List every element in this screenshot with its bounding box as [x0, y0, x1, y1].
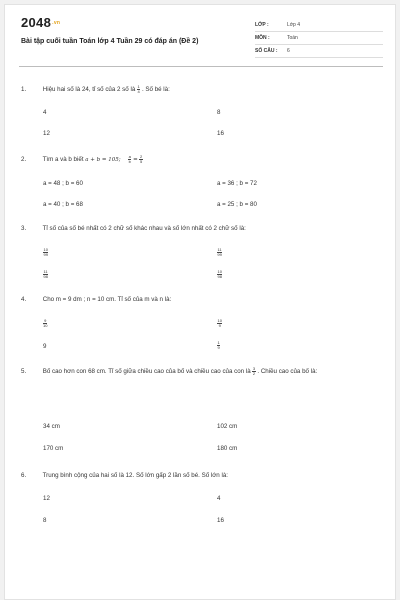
option-b[interactable]: a = 36 ; b = 72: [217, 180, 257, 187]
fraction-numerator: 9: [44, 318, 47, 323]
fraction-denominator: 2: [252, 371, 256, 376]
question-number: 2.: [21, 156, 27, 164]
option-d[interactable]: [217, 270, 222, 279]
meta-row-class: [255, 19, 383, 32]
page-title: Bài tập cuối tuần Toán lớp 4 Tuần 29 có đáp án (Đề 2): [21, 38, 199, 45]
question-number: 6.: [21, 472, 27, 479]
question-fraction-2: [139, 155, 142, 164]
option-fraction: [217, 319, 222, 328]
option-b[interactable]: 8: [217, 109, 221, 116]
fraction-numerator: 3: [252, 366, 256, 371]
worksheet-page: [4, 4, 396, 600]
fraction-denominator: 99: [217, 252, 222, 257]
question-text: [21, 155, 381, 165]
fraction-denominator: 4: [137, 89, 140, 94]
question-text: [21, 367, 381, 376]
meta-value-count: 6: [287, 48, 290, 54]
fraction-numerator: 10: [217, 318, 222, 323]
fraction-denominator: 5: [139, 159, 143, 164]
option-d[interactable]: 16: [217, 130, 224, 137]
header-divider: [19, 66, 383, 67]
question-text-before: Tìm a và b biết: [42, 156, 84, 164]
meta-info-table: [255, 19, 383, 58]
meta-label-count: SỐ CÂU :: [255, 48, 278, 54]
page-header: [5, 5, 395, 67]
question-fraction: [128, 155, 131, 164]
fraction-numerator: 1: [217, 340, 220, 345]
question-text-before: Bố cao hơn con 68 cm. Tỉ số giữa chiều cao của bố và chiều cao của con là: [42, 368, 251, 376]
fraction-numerator: 10: [43, 247, 48, 252]
option-a[interactable]: [43, 319, 47, 328]
question-number: 1.: [21, 86, 27, 94]
option-fraction: [43, 248, 48, 257]
question-body: Cho m = 9 dm ; n = 10 cm. Tỉ số của m và n là:: [42, 296, 172, 303]
meta-value-subject: Toán: [287, 35, 298, 41]
option-b[interactable]: [217, 319, 222, 328]
fraction-numerator: 11: [43, 269, 48, 274]
question-fraction: [137, 85, 140, 94]
option-a[interactable]: [43, 248, 48, 257]
question-text-after: . Số bé là:: [141, 86, 170, 94]
option-c[interactable]: 170 cm: [43, 445, 64, 452]
question-fraction: [252, 367, 255, 376]
option-b[interactable]: [217, 248, 222, 257]
option-fraction: [217, 248, 222, 257]
question-body: Tỉ số của số bé nhất có 2 chữ số khác nhau và số lớn nhất có 2 chữ số là:: [42, 225, 246, 232]
fraction-denominator: 98: [43, 274, 48, 279]
option-a[interactable]: a = 48 ; b = 60: [43, 180, 83, 187]
fraction-denominator: 9: [217, 345, 220, 350]
fraction-numerator: a: [128, 154, 131, 159]
option-c[interactable]: a = 40 ; b = 68: [43, 201, 83, 208]
fraction-numerator: 1: [137, 84, 140, 89]
fraction-numerator: 10: [217, 269, 222, 274]
question-text: [21, 85, 381, 94]
logo-suffix: .vn: [52, 20, 61, 26]
question-text-before: Hiệu hai số là 24, tỉ số của 2 số là: [42, 86, 136, 94]
fraction-denominator: 10: [43, 323, 48, 328]
question-formula: a + b = 105;: [85, 157, 121, 164]
site-logo[interactable]: [21, 15, 60, 30]
fraction-numerator: 11: [217, 247, 222, 252]
fraction-denominator: 9: [218, 323, 221, 328]
meta-label-class: LỚP :: [255, 22, 269, 28]
meta-label-subject: MÔN :: [255, 35, 270, 41]
meta-value-class: Lớp 4: [287, 22, 301, 28]
question-text: [21, 224, 381, 233]
option-b[interactable]: 4: [217, 495, 221, 502]
question-number: 3.: [21, 225, 27, 232]
logo-text: 2048: [21, 15, 52, 30]
option-c[interactable]: 12: [43, 130, 50, 137]
option-a[interactable]: 34 cm: [43, 423, 60, 430]
fraction-denominator: b: [128, 159, 131, 164]
question-body: Trung bình cộng của hai số là 12. Số lớn gấp 2 lần số bé. Số lớn là:: [42, 472, 228, 479]
question-number: 4.: [21, 296, 27, 303]
fraction-denominator: 98: [217, 274, 222, 279]
fraction-denominator: 99: [43, 252, 48, 257]
question-text: [21, 295, 381, 304]
option-fraction: [43, 270, 48, 279]
option-b[interactable]: 102 cm: [217, 423, 238, 430]
option-fraction: [217, 341, 220, 350]
option-a[interactable]: 4: [43, 109, 47, 116]
question-number: 5.: [21, 368, 27, 376]
equals-sign: =: [133, 157, 138, 164]
option-fraction: [217, 270, 222, 279]
option-c[interactable]: 9: [43, 343, 47, 350]
question-text-after: . Chiều cao của bố là:: [257, 368, 318, 376]
option-d[interactable]: 16: [217, 517, 224, 524]
option-d[interactable]: [217, 341, 220, 350]
option-fraction: [43, 319, 47, 328]
option-d[interactable]: 180 cm: [217, 445, 238, 452]
meta-row-subject: [255, 32, 383, 45]
option-d[interactable]: a = 25 ; b = 80: [217, 201, 257, 208]
option-a[interactable]: 12: [43, 495, 50, 502]
question-text: [21, 471, 381, 480]
option-c[interactable]: 8: [43, 517, 47, 524]
meta-row-count: [255, 45, 383, 58]
option-c[interactable]: [43, 270, 48, 279]
fraction-numerator: 2: [139, 154, 143, 159]
